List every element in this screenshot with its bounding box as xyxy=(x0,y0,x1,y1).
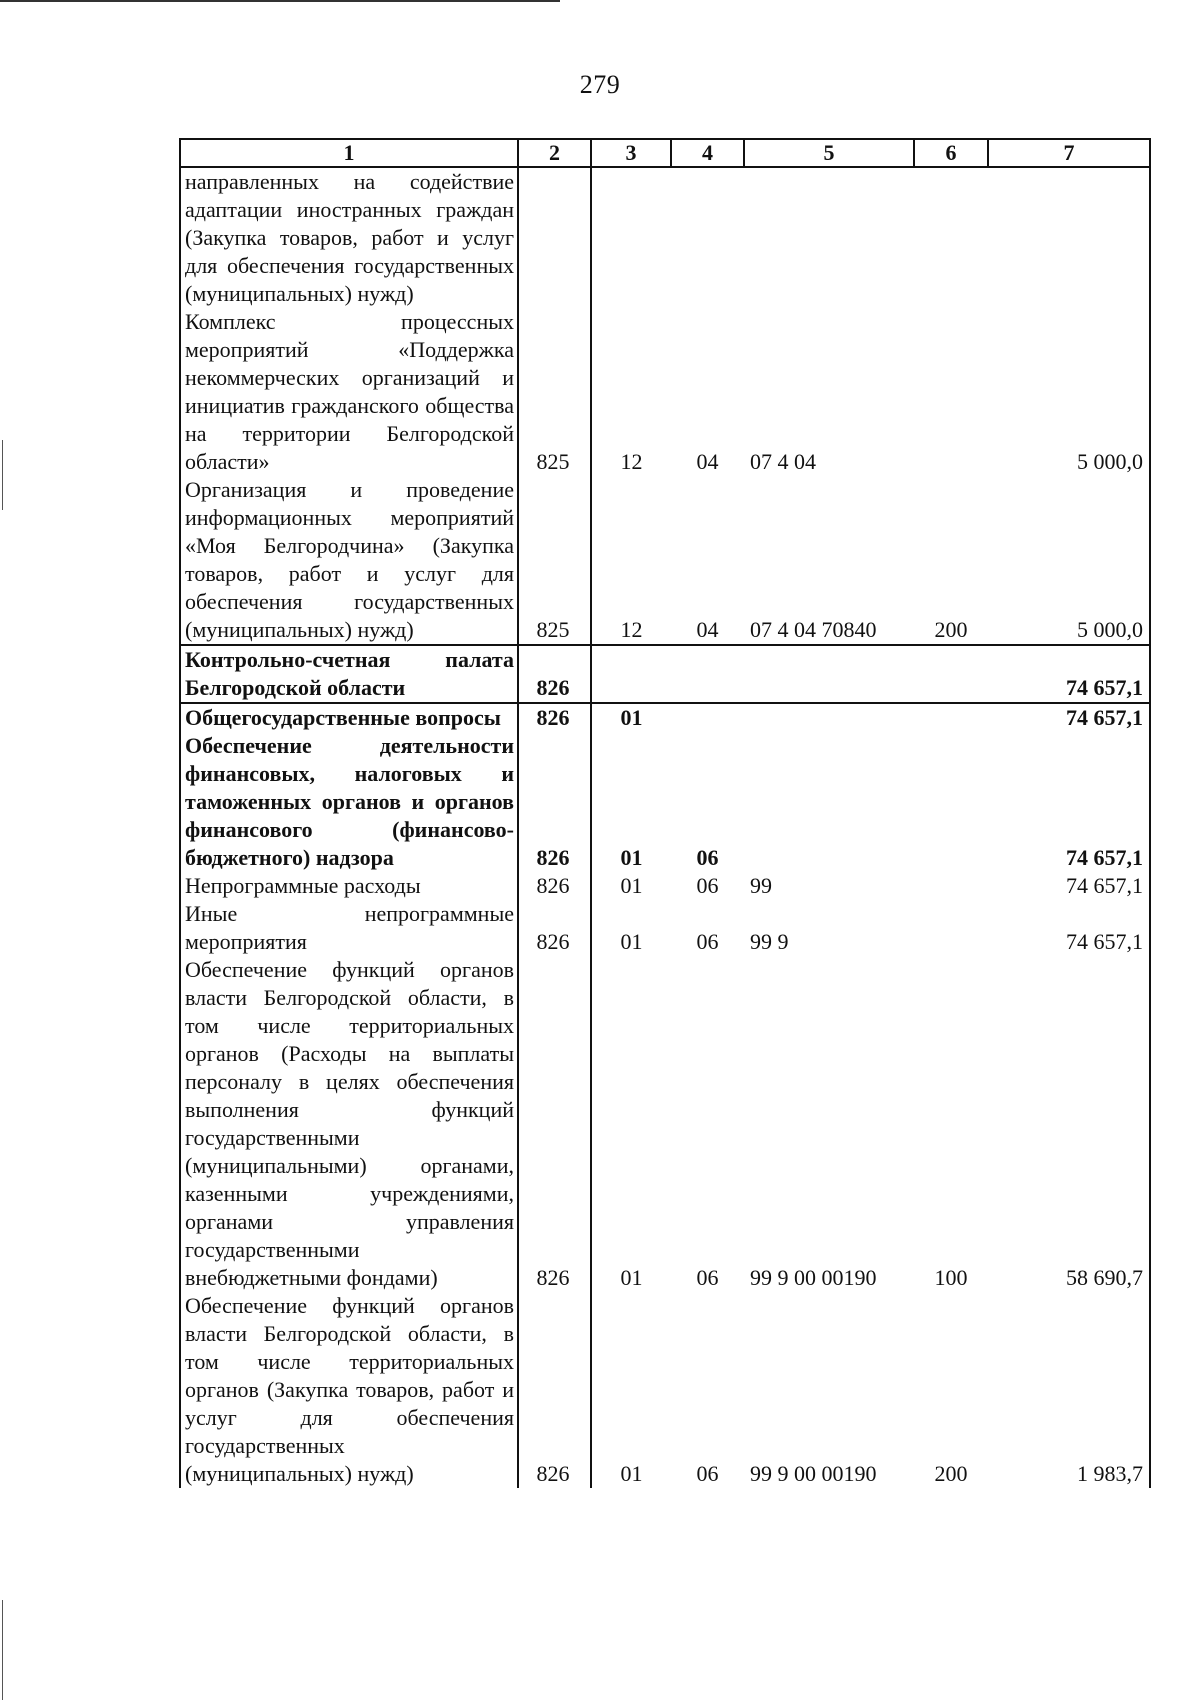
header-col-5: 5 xyxy=(744,139,914,167)
header-col-2: 2 xyxy=(518,139,591,167)
row-expense-type xyxy=(914,703,988,732)
row-section-code: 12 xyxy=(620,449,643,474)
row-description: Организация и проведение информационных мероприятий «Моя Белгородчина» (Закупка товаров, работ и услуг для обеспечения государственных (муниципальных) нужд) xyxy=(180,476,518,645)
row-subsection-code: 04 xyxy=(696,449,719,474)
scan-edge-mark xyxy=(2,1600,3,1700)
row-target-article: 99 9 xyxy=(750,929,789,954)
row-amount: 74 657,1 xyxy=(988,872,1150,900)
row-section-code: 01 xyxy=(620,873,643,898)
scan-edge-mark xyxy=(2,440,3,510)
row-expense-type: 200 xyxy=(934,1461,968,1486)
row-amount xyxy=(988,167,1150,308)
row-description: Комплекс процессных мероприятий «Поддержка некоммерческих организаций и инициатив гражданского общества на территории Белгородской области» xyxy=(180,308,518,476)
row-target-article: 07 4 04 70840 xyxy=(750,617,877,642)
row-expense-type xyxy=(914,645,988,703)
row-ministry-code: 826 xyxy=(518,900,591,956)
row-amount: 74 657,1 xyxy=(988,900,1150,956)
table-row xyxy=(180,703,1150,732)
row-expense-type: 200 xyxy=(934,617,968,642)
row-ministry-code: 826 xyxy=(518,872,591,900)
page-number: 279 xyxy=(579,70,621,99)
row-description: Обеспечение функций органов власти Белгородской области, в том числе территориальных органов (Расходы на выплаты персоналу в целях обеспечения выполнения функций государственными (муниципальными) органами, казенными учреждениями, органами управления государственными внебюджетными фондами) xyxy=(180,956,518,1292)
row-expense-type xyxy=(914,167,988,308)
row-section-code: 01 xyxy=(620,1461,643,1486)
table-row xyxy=(180,956,1150,1292)
header-col-6: 6 xyxy=(914,139,988,167)
row-amount: 74 657,1 xyxy=(988,645,1150,703)
row-section-code: 01 xyxy=(620,1265,643,1290)
row-section-code: 01 xyxy=(620,929,643,954)
header-col-7: 7 xyxy=(988,139,1150,167)
row-subsection-code: 06 xyxy=(696,1265,719,1290)
table-row xyxy=(180,645,1150,703)
row-section-code xyxy=(591,645,671,703)
row-ministry-code xyxy=(518,167,591,308)
row-expense-type xyxy=(914,732,988,872)
row-expense-type: 100 xyxy=(934,1265,968,1290)
row-description: Иные непрограммные мероприятия xyxy=(180,900,518,956)
header-col-1: 1 xyxy=(180,139,518,167)
row-amount: 5 000,0 xyxy=(988,308,1150,476)
row-description: Обеспечение деятельности финансовых, налоговых и таможенных органов и органов финансового (финансово-бюджетного) надзора xyxy=(180,732,518,872)
row-subsection-code xyxy=(671,167,744,308)
row-section-code: 12 xyxy=(620,617,643,642)
row-subsection-code: 06 xyxy=(696,845,719,870)
row-target-article xyxy=(744,645,914,703)
table-header-row xyxy=(180,139,1150,167)
row-section-code: 01 xyxy=(620,845,643,870)
row-expense-type xyxy=(914,900,988,956)
row-ministry-code: 826 xyxy=(518,732,591,872)
row-ministry-code: 825 xyxy=(518,476,591,645)
table-row xyxy=(180,900,1150,956)
row-target-article xyxy=(744,703,914,732)
header-col-4: 4 xyxy=(671,139,744,167)
row-subsection-code xyxy=(671,703,744,732)
table-row xyxy=(180,476,1150,645)
row-target-article xyxy=(744,167,914,308)
budget-table xyxy=(179,138,1151,1488)
row-subsection-code: 06 xyxy=(696,929,719,954)
row-subsection-code: 06 xyxy=(696,873,719,898)
row-subsection-code xyxy=(671,645,744,703)
row-target-article: 07 4 04 xyxy=(750,449,816,474)
row-description: Непрограммные расходы xyxy=(180,872,518,900)
row-section-code xyxy=(591,167,671,308)
row-section-code: 01 xyxy=(620,705,643,730)
row-expense-type xyxy=(914,308,988,476)
row-subsection-code: 04 xyxy=(696,617,719,642)
row-target-article: 99 9 00 00190 xyxy=(750,1461,877,1486)
row-ministry-code: 825 xyxy=(518,308,591,476)
row-description: Обеспечение функций органов власти Белгородской области, в том числе территориальных органов (Закупка товаров, работ и услуг для обеспечения государственных (муниципальных) нужд) xyxy=(180,1292,518,1488)
row-target-article: 99 xyxy=(750,873,772,898)
row-ministry-code: 826 xyxy=(518,645,591,703)
row-subsection-code: 06 xyxy=(696,1461,719,1486)
row-target-article xyxy=(744,732,914,872)
table-row xyxy=(180,872,1150,900)
scan-edge-mark xyxy=(0,0,560,2)
row-ministry-code: 826 xyxy=(518,956,591,1292)
row-target-article: 99 9 00 00190 xyxy=(750,1265,877,1290)
row-description: Контрольно-счетная палата Белгородской области xyxy=(180,645,518,703)
row-ministry-code: 826 xyxy=(518,703,591,732)
row-description: Общегосударственные вопросы xyxy=(180,703,518,732)
table-row xyxy=(180,1292,1150,1488)
row-ministry-code: 826 xyxy=(518,1292,591,1488)
table-body xyxy=(180,167,1150,1488)
row-amount: 1 983,7 xyxy=(988,1292,1150,1488)
row-amount: 5 000,0 xyxy=(988,476,1150,645)
table-row xyxy=(180,732,1150,872)
row-description: направленных на содействие адаптации иностранных граждан (Закупка товаров, работ и услуг для обеспечения государственных (муниципальных) нужд) xyxy=(180,167,518,308)
budget-table-container xyxy=(179,138,1149,1488)
table-row xyxy=(180,167,1150,308)
table-row xyxy=(180,308,1150,476)
row-expense-type xyxy=(914,872,988,900)
row-amount: 74 657,1 xyxy=(988,703,1150,732)
header-col-3: 3 xyxy=(591,139,671,167)
row-amount: 58 690,7 xyxy=(988,956,1150,1292)
row-amount: 74 657,1 xyxy=(988,732,1150,872)
